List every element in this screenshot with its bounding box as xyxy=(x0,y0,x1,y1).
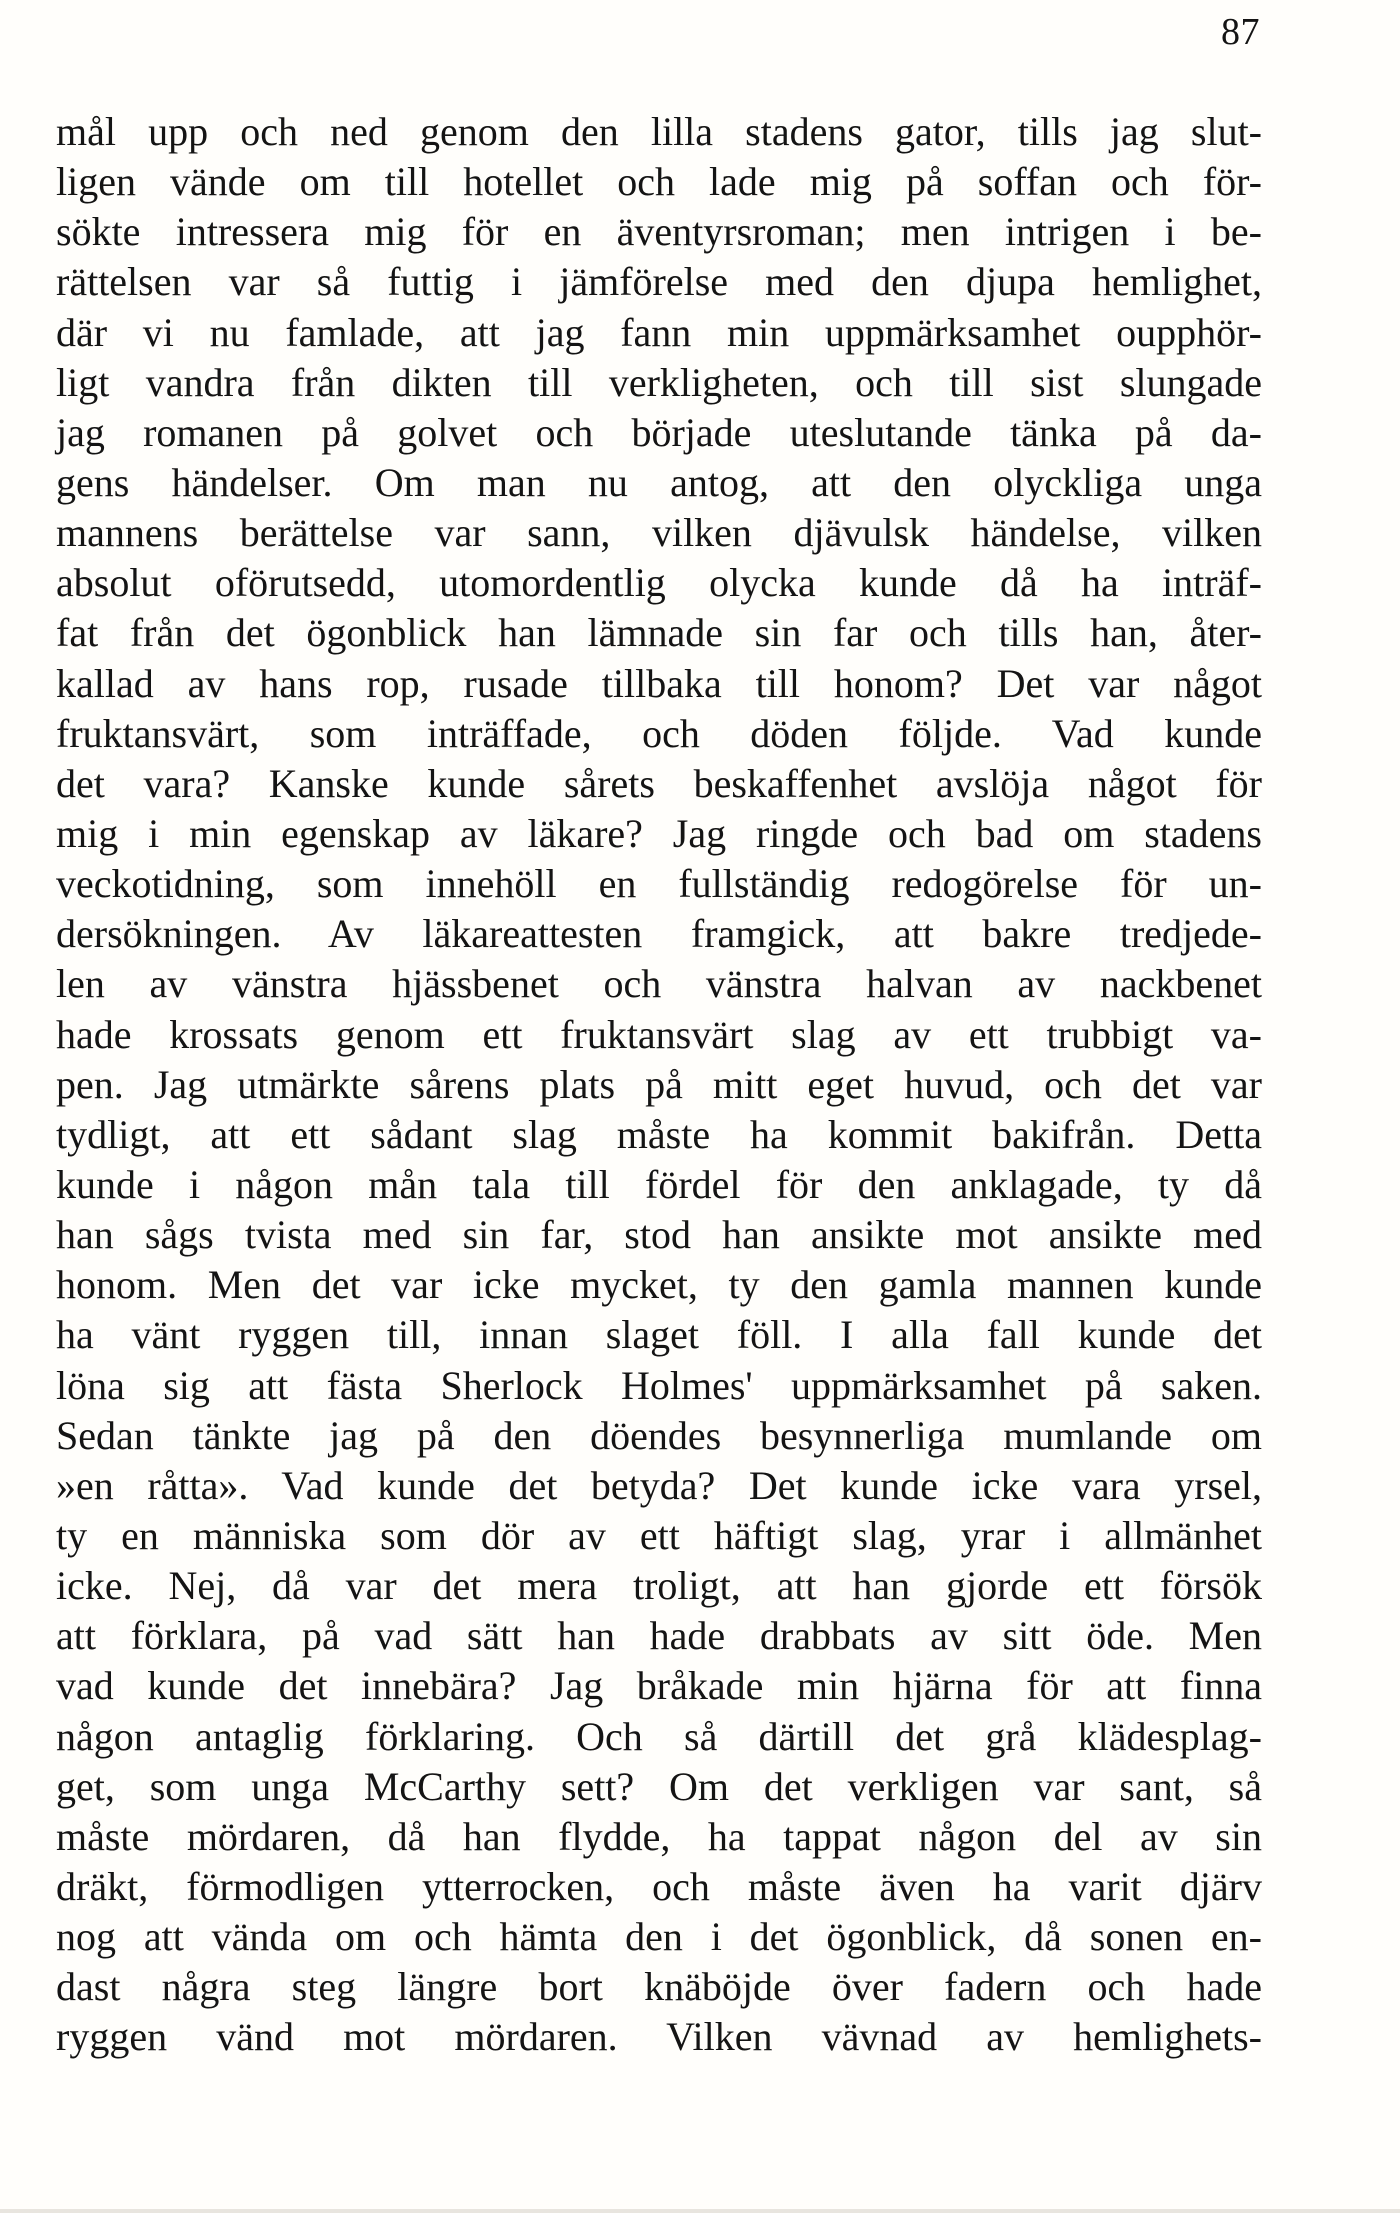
text-line: Sedan tänkte jag på den döendes besynnerliga mumlande om xyxy=(56,1412,1262,1458)
text-line: mannens berättelse var sann, vilken djävulsk händelse, vilken xyxy=(56,510,1262,556)
text-line: sökte intressera mig för en äventyrsroman; men intrigen i be- xyxy=(56,209,1262,255)
text-line: löna sig att fästa Sherlock Holmes' uppmärksamhet på saken. xyxy=(56,1362,1262,1408)
text-line: kallad av hans rop, rusade tillbaka till honom? Det var något xyxy=(56,660,1262,706)
text-line: fruktansvärt, som inträffade, och döden följde. Vad kunde xyxy=(56,710,1262,756)
text-line: mål upp och ned genom den lilla stadens gator, tills jag slut- xyxy=(56,109,1262,154)
text-line: pen. Jag utmärkte sårens plats på mitt eget huvud, och det var xyxy=(56,1061,1262,1107)
text-line: fat från det ögonblick han lämnade sin far och tills han, åter- xyxy=(56,610,1262,656)
text-line: kunde i någon mån tala till fördel för den anklagade, ty då xyxy=(56,1161,1262,1207)
text-line: tydligt, att ett sådant slag måste ha kommit bakifrån. Detta xyxy=(56,1111,1262,1157)
text-line: len av vänstra hjässbenet och vänstra halvan av nackbenet xyxy=(56,961,1262,1007)
text-line: där vi nu famlade, att jag fann min uppmärksamhet oupphör- xyxy=(56,309,1262,355)
page-edge xyxy=(0,2209,1400,2213)
text-line: icke. Nej, då var det mera troligt, att han gjorde ett försök xyxy=(56,1563,1262,1609)
text-line: dersökningen. Av läkareattesten framgick, att bakre tredjede- xyxy=(56,911,1262,957)
text-line: absolut oförutsedd, utomordentlig olycka kunde då ha inträf- xyxy=(56,560,1262,606)
text-line: rättelsen var så futtig i jämförelse med den djupa hemlighet, xyxy=(56,259,1262,305)
text-line: ty en människa som dör av ett häftigt slag, yrar i allmänhet xyxy=(56,1512,1262,1558)
text-line: att förklara, på vad sätt han hade drabbats av sitt öde. Men xyxy=(56,1613,1262,1659)
text-line: han sågs tvista med sin far, stod han ansikte mot ansikte med xyxy=(56,1212,1262,1258)
text-line: ligt vandra från dikten till verkligheten, och till sist slungade xyxy=(56,359,1262,405)
text-line: ligen vände om till hotellet och lade mig på soffan och för- xyxy=(56,159,1262,205)
text-line: det vara? Kanske kunde sårets beskaffenhet avslöja något för xyxy=(56,760,1262,806)
text-line: mig i min egenskap av läkare? Jag ringde och bad om stadens xyxy=(56,810,1262,856)
text-line: måste mördaren, då han flydde, ha tappat någon del av sin xyxy=(56,1813,1262,1859)
body-text xyxy=(56,107,1262,2062)
text-line: get, som unga McCarthy sett? Om det verkligen var sant, så xyxy=(56,1763,1262,1809)
text-line: veckotidning, som innehöll en fullständig redogörelse för un- xyxy=(56,861,1262,907)
text-line: ha vänt ryggen till, innan slaget föll. I alla fall kunde det xyxy=(56,1312,1262,1358)
text-line: dast några steg längre bort knäböjde över fadern och hade xyxy=(56,1964,1262,2010)
text-line: ryggen vänd mot mördaren. Vilken vävnad av hemlighets- xyxy=(56,2014,1262,2060)
page-number: 87 xyxy=(1221,11,1260,53)
text-line: jag romanen på golvet och började uteslutande tänka på da- xyxy=(56,409,1262,455)
text-line: någon antaglig förklaring. Och så därtill det grå klädesplag- xyxy=(56,1713,1262,1759)
text-line: nog att vända om och hämta den i det ögonblick, då sonen en- xyxy=(56,1914,1262,1960)
text-line: gens händelser. Om man nu antog, att den olyckliga unga xyxy=(56,459,1262,505)
text-line: »en råtta». Vad kunde det betyda? Det kunde icke vara yrsel, xyxy=(56,1462,1262,1508)
text-line: hade krossats genom ett fruktansvärt slag av ett trubbigt va- xyxy=(56,1011,1262,1057)
text-line: dräkt, förmodligen ytterrocken, och måste även ha varit djärv xyxy=(56,1863,1262,1909)
text-line: honom. Men det var icke mycket, ty den gamla mannen kunde xyxy=(56,1262,1262,1308)
text-line: vad kunde det innebära? Jag bråkade min hjärna för att finna xyxy=(56,1663,1262,1709)
